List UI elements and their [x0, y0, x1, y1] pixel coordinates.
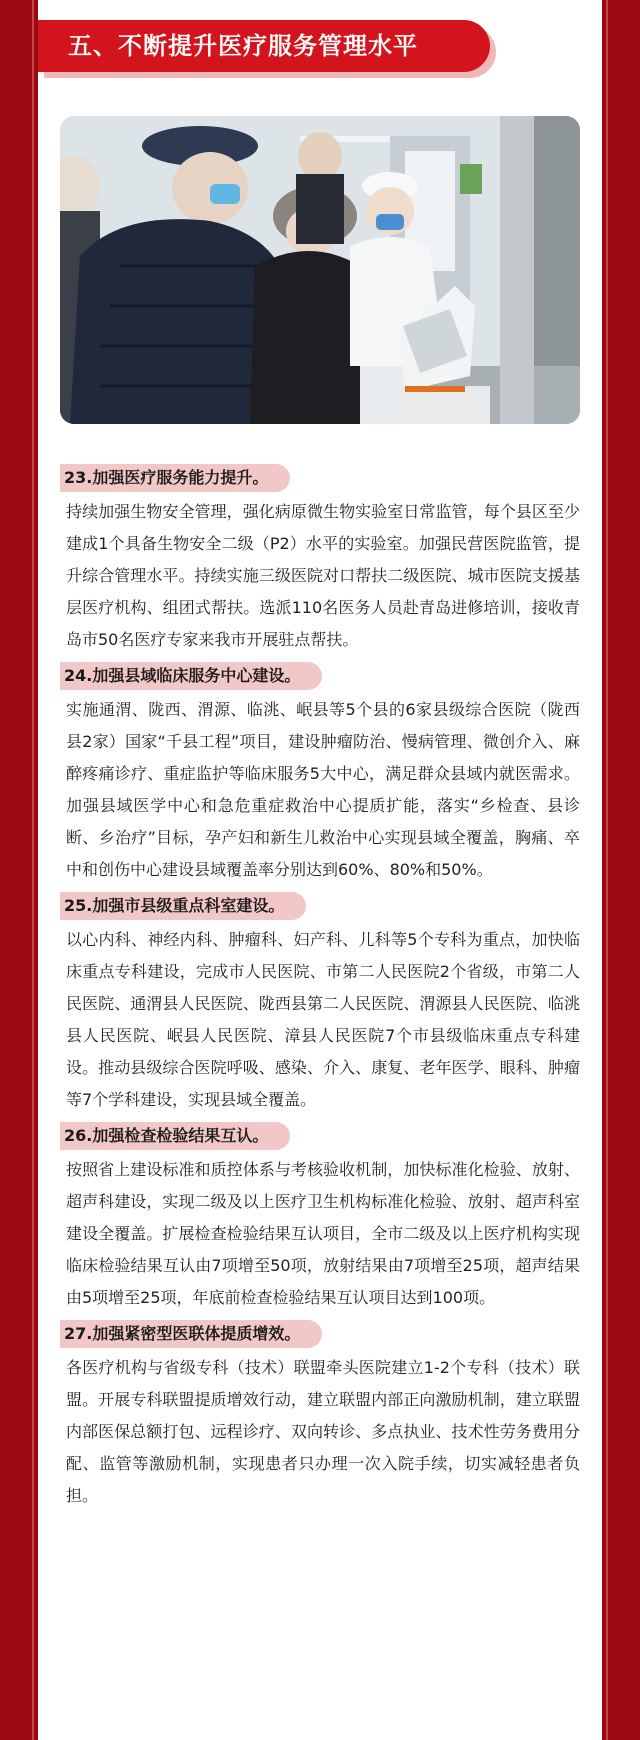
policy-heading: 25.加强市县级重点科室建设。	[60, 892, 306, 920]
frame-line-right	[606, 0, 608, 1740]
policy-item-26	[60, 1122, 580, 1314]
policy-item-23	[60, 464, 580, 656]
policy-heading: 23.加强医疗服务能力提升。	[60, 464, 290, 492]
policy-body: 各医疗机构与省级专科（技术）联盟牵头医院建立1-2个专科（技术）联盟。开展专科联盟提质增效行动，建立联盟内部正向激励机制，建立联盟内部医保总额打包、远程诊疗、双向转诊、多点执业、技术性劳务费用分配、监管等激励机制，实现患者只办理一次入院手续，切实减轻患者负担。	[66, 1358, 580, 1505]
policy-item-25	[60, 892, 580, 1116]
policy-item-27	[60, 1320, 580, 1512]
policy-heading: 27.加强紧密型医联体提质增效。	[60, 1320, 322, 1348]
policy-item-24	[60, 662, 580, 886]
hospital-scene-image	[60, 116, 580, 424]
hospital-photo	[60, 116, 580, 424]
policy-heading: 26.加强检查检验结果互认。	[60, 1122, 290, 1150]
policy-content	[60, 464, 580, 1518]
policy-body: 以心内科、神经内科、肿瘤科、妇产科、儿科等5个专科为重点，加快临床重点专科建设，完成市人民医院、市第二人民医院2个省级，市第二人民医院、通渭县人民医院、陇西县第二人民医院、渭源县人民医院、临洮县人民医院、岷县人民医院、漳县人民医院7个市县级临床重点专科建设。推动县级综合医院呼吸、感染、介入、康复、老年医学、眼科、肿瘤等7个学科建设，实现县域全覆盖。	[66, 930, 580, 1109]
section-title-banner	[38, 20, 490, 72]
policy-body: 持续加强生物安全管理，强化病原微生物实验室日常监管，每个县区至少建成1个具备生物安全二级（P2）水平的实验室。加强民营医院监管，提升综合管理水平。持续实施三级医院对口帮扶二级医院、城市医院支援基层医疗机构、组团式帮扶。选派110名医务人员赴青岛进修培训，接收青岛市50名医疗专家来我市开展驻点帮扶。	[66, 502, 580, 649]
page-title: 五、不断提升医疗服务管理水平	[68, 32, 418, 60]
policy-body: 实施通渭、陇西、渭源、临洮、岷县等5个县的6家县级综合医院（陇西县2家）国家“千县工程”项目，建设肿瘤防治、慢病管理、微创介入、麻醉疼痛诊疗、重症监护等临床服务5大中心，满足群众县域内就医需求。加强县域医学中心和急危重症救治中心提质扩能，落实“乡检查、县诊断、乡治疗”目标，孕产妇和新生儿救治中心实现县域全覆盖，胸痛、卒中和创伤中心建设县域覆盖率分别达到60%、80%和50%。	[66, 700, 580, 879]
frame-line-left	[32, 0, 34, 1740]
policy-heading: 24.加强县域临床服务中心建设。	[60, 662, 322, 690]
policy-body: 按照省上建设标准和质控体系与考核验收机制，加快标准化检验、放射、超声科建设，实现二级及以上医疗卫生机构标准化检验、放射、超声科室建设全覆盖。扩展检查检验结果互认项目，全市二级及以上医疗机构实现临床检验结果互认由7项增至50项，放射结果由7项增至25项，超声结果由5项增至25项，年底前检查检验结果互认项目达到100项。	[66, 1160, 580, 1307]
